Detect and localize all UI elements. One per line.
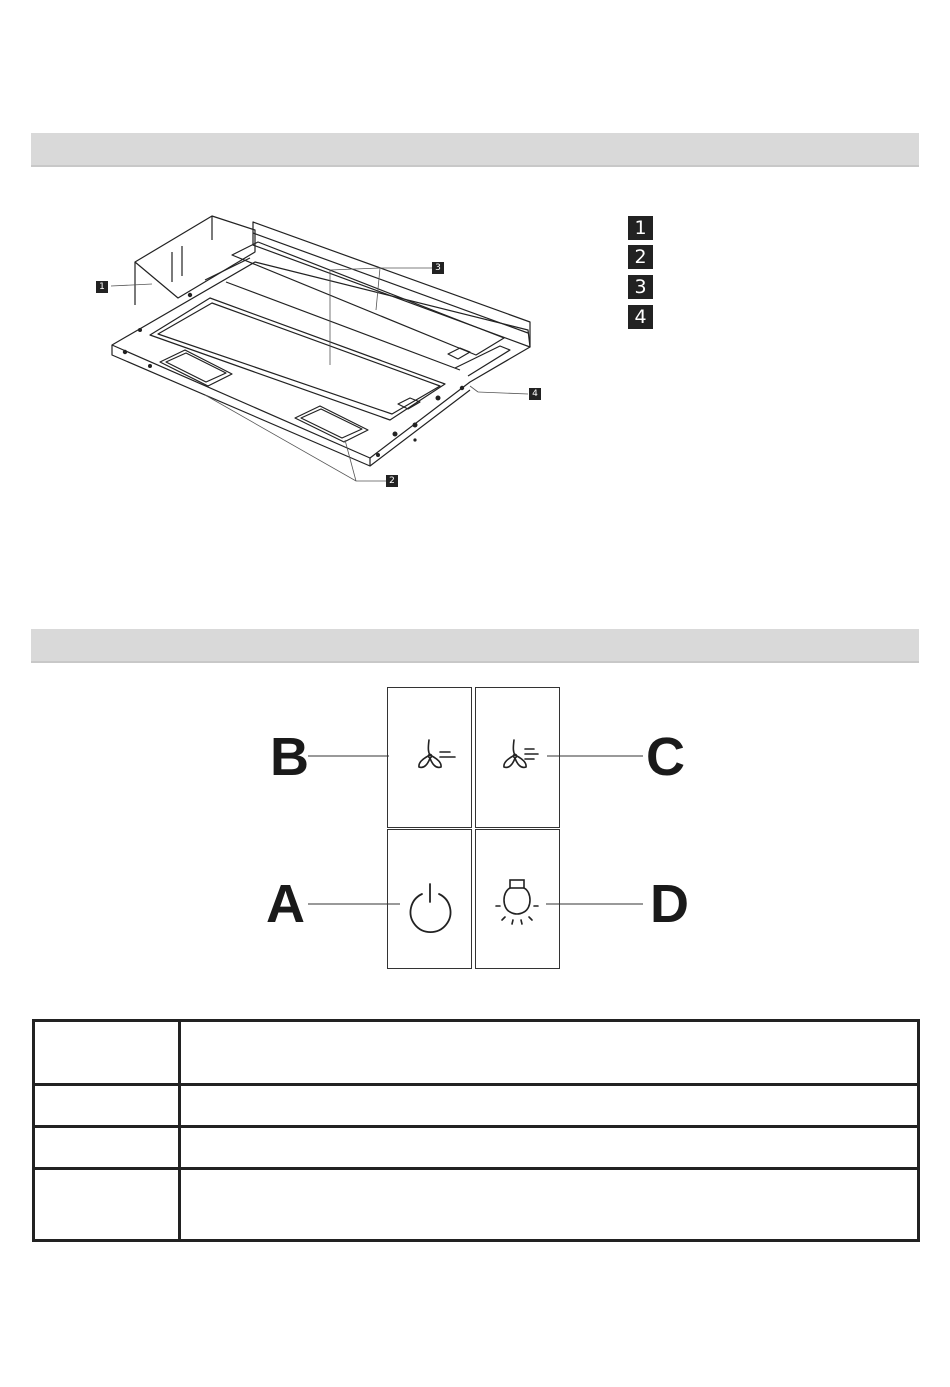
light-bulb-icon bbox=[476, 830, 561, 970]
table-cell-description bbox=[180, 1127, 919, 1169]
diagram-tag-4: 4 bbox=[529, 388, 541, 400]
legend-tag-1: 1 bbox=[628, 216, 653, 240]
table-cell-description bbox=[180, 1169, 919, 1241]
diagram-tag-1: 1 bbox=[96, 281, 108, 293]
table-row bbox=[34, 1169, 919, 1241]
table-cell-key bbox=[34, 1021, 180, 1085]
table-cell-key bbox=[34, 1085, 180, 1127]
diagram-tag-2: 2 bbox=[386, 475, 398, 487]
fan-high-button[interactable] bbox=[475, 687, 560, 828]
legend-tag-2: 2 bbox=[628, 245, 653, 269]
fan-high-icon bbox=[476, 688, 561, 829]
section-header-bar-controls bbox=[31, 629, 919, 663]
table-cell-key bbox=[34, 1127, 180, 1169]
control-label-c: C bbox=[646, 727, 685, 787]
table-row bbox=[34, 1127, 919, 1169]
power-button[interactable] bbox=[387, 829, 472, 969]
table-row bbox=[34, 1021, 919, 1085]
table-cell-description bbox=[180, 1021, 919, 1085]
legend-tag-4: 4 bbox=[628, 305, 653, 329]
light-button[interactable] bbox=[475, 829, 560, 969]
fan-low-icon bbox=[388, 688, 473, 829]
fan-low-button[interactable] bbox=[387, 687, 472, 828]
control-label-d: D bbox=[650, 874, 689, 934]
table-cell-key bbox=[34, 1169, 180, 1241]
table-row bbox=[34, 1085, 919, 1127]
diagram-tag-3: 3 bbox=[432, 262, 444, 274]
function-table bbox=[32, 1019, 920, 1242]
power-icon bbox=[388, 830, 473, 970]
range-hood-illustration bbox=[80, 205, 640, 505]
control-label-a: A bbox=[266, 874, 305, 934]
section-header-bar-product bbox=[31, 133, 919, 167]
control-label-b: B bbox=[270, 727, 309, 787]
table-cell-description bbox=[180, 1085, 919, 1127]
legend-tag-3: 3 bbox=[628, 275, 653, 299]
